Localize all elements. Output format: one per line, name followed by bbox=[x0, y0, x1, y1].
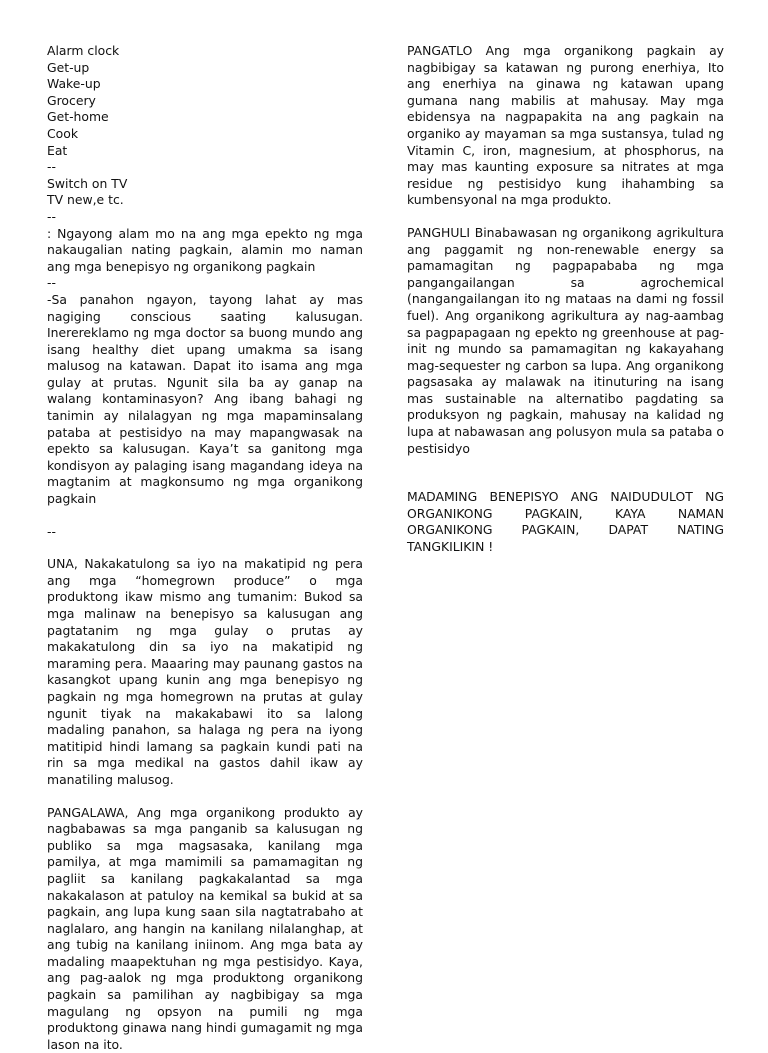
section-separator: -- bbox=[47, 523, 56, 539]
closing-statement: MADAMING BENEPISYO ANG NAIDUDULOT NG ORGANIKONG PAGKAIN, KAYA NAMAN ORGANIKONG PAGKAIN, DAPAT NATING TANGKILIKIN ! bbox=[407, 489, 724, 555]
opening-paragraph: -Sa panahon ngayon, tayong lahat ay mas nagiging conscious saating kalusugan. Inerereklamo ng mga doctor sa buong mundo ang isang healthy diet upang umakma sa isang malusog na katawan. Dapat ito isama ang mga gulay at prutas. Ngunit silа ba ay ganap na walang kontaminasyon? Ang ibang bahagi ng tanimin ay nilalagyan ng mga mapaminsalang pataba at pestisidyo na may mapangwasak na epekto sa kalusugan. Kaya’t sa ganitong mga kondisyon ay palaging isang magandang ideya na magtanim at magkonsumo ng mga organikong pagkain bbox=[47, 291, 363, 507]
list-separator: -- bbox=[47, 208, 56, 224]
list-item: Wake-up bbox=[47, 76, 101, 92]
list-item: TV new,e tc. bbox=[47, 192, 124, 208]
list-separator: -- bbox=[47, 159, 56, 175]
list-item: Grocery bbox=[47, 92, 96, 108]
una-paragraph: UNA, Nakakatulong sa iyo na makatipid ng pera ang mga “homegrown produce” o mga produktong ikaw mismo ang tumanim: Bukod sa mga malinaw na benepisyo sa kalusugan ang pagtatanim ng mga gulay o prutas ay makakatulong din sa iyo na makatipid ng maraming pera. Maaaring may paunang gastos na kasangkot upang kunin ang mga benepisyo ng pagkain ng mga homegrown na prutas at gulay ngunit tiyak na makakabawi ito sa lalong madaling panahon, sa halaga ng pera na iyong matitipid hindi lamang sa pagkain kundi pati na rin sa mga medikal na gastos dahil ikaw ay manatiling malusog. bbox=[47, 556, 363, 787]
right-column bbox=[407, 43, 724, 556]
list-item: Cook bbox=[47, 125, 78, 141]
list-item: Alarm clock bbox=[47, 43, 120, 58]
list-item: Get-up bbox=[47, 59, 90, 75]
intro-paragraph: : Ngayong alam mo na ang mga epekto ng mga nakaugalian nating pagkain, alamin mo naman ang mga benepisyo ng organikong pagkain bbox=[47, 225, 363, 274]
list-item: Eat bbox=[47, 142, 68, 158]
list-item: Switch on TV bbox=[47, 175, 128, 191]
pangalawa-paragraph: PANGALAWA, Ang mga organikong produkto ay nagbabawas sa mga panganib sa kalusugan ng publiko sa mga magsasaka, kanilang mga pamilya, at mga mamimili sa pamamagitan ng pagliit sa kanilang pagkakalantad sa mga nakakalason at patuloy na kemikal sa bukid at sa pagkain, ang lupa kung saan sila nagtatrabaho at naglalaro, ang hangin na kanilang nilalanghap, at ang tubig na kanilang iniinom. Ang mga bata ay madaling maapektuhan ng mga pestisidyo. Kaya, ang pag-aalok ng mga produktong organikong pagkain sa pamilihan ay nagbibigay sa mga magulang ng opsyon na pumili ng mga produktong ginawa nang hindi gumagamit ng mga lason na ito. bbox=[47, 804, 363, 1052]
panghuli-paragraph: PANGHULI Binabawasan ng organikong agrikultura ang paggamit ng non-renewable energy sa pamamagitan ng pagpapababa ng mga pangangailangan sa agrochemical (nangangailangan ito ng mataas na dami ng fossil fuel). Ang organikong agrikultura ay nag-aambag sa pagpapagaan ng epekto ng greenhouse at pag-init ng mundo sa pamamagitan ng kakayahang mag-sequester ng carbon sa lupa. Ang organikong pagsasaka ay malawak na itinuturing na isang mas sustainable na alternatibo pagdating sa produksyon ng pagkain, mahusay na kalidad ng lupa at nabawasan ang polusyon mula sa pataba o pestisidyo bbox=[407, 224, 724, 456]
list-item: Get-home bbox=[47, 109, 109, 125]
section-separator: -- bbox=[47, 275, 56, 291]
pangatlo-paragraph: PANGATLO Ang mga organikong pagkain ay nagbibigay sa katawan ng purong enerhiya, Ito ang enerhiya na ginawa ng katawan upang gumana nang mabilis at mahusay. May mga ebidensya na nagpapakita na ang pagkain na organiko ay mayaman sa mga sustansya, tulad ng Vitamin C, iron, magnesium, at phosphorus, na may mas kaunting exposure sa nitrates at mga residue ng pestisidyo kung ihahambing sa kumbensyonal na mga produkto. bbox=[407, 43, 724, 208]
left-column bbox=[47, 43, 363, 1053]
